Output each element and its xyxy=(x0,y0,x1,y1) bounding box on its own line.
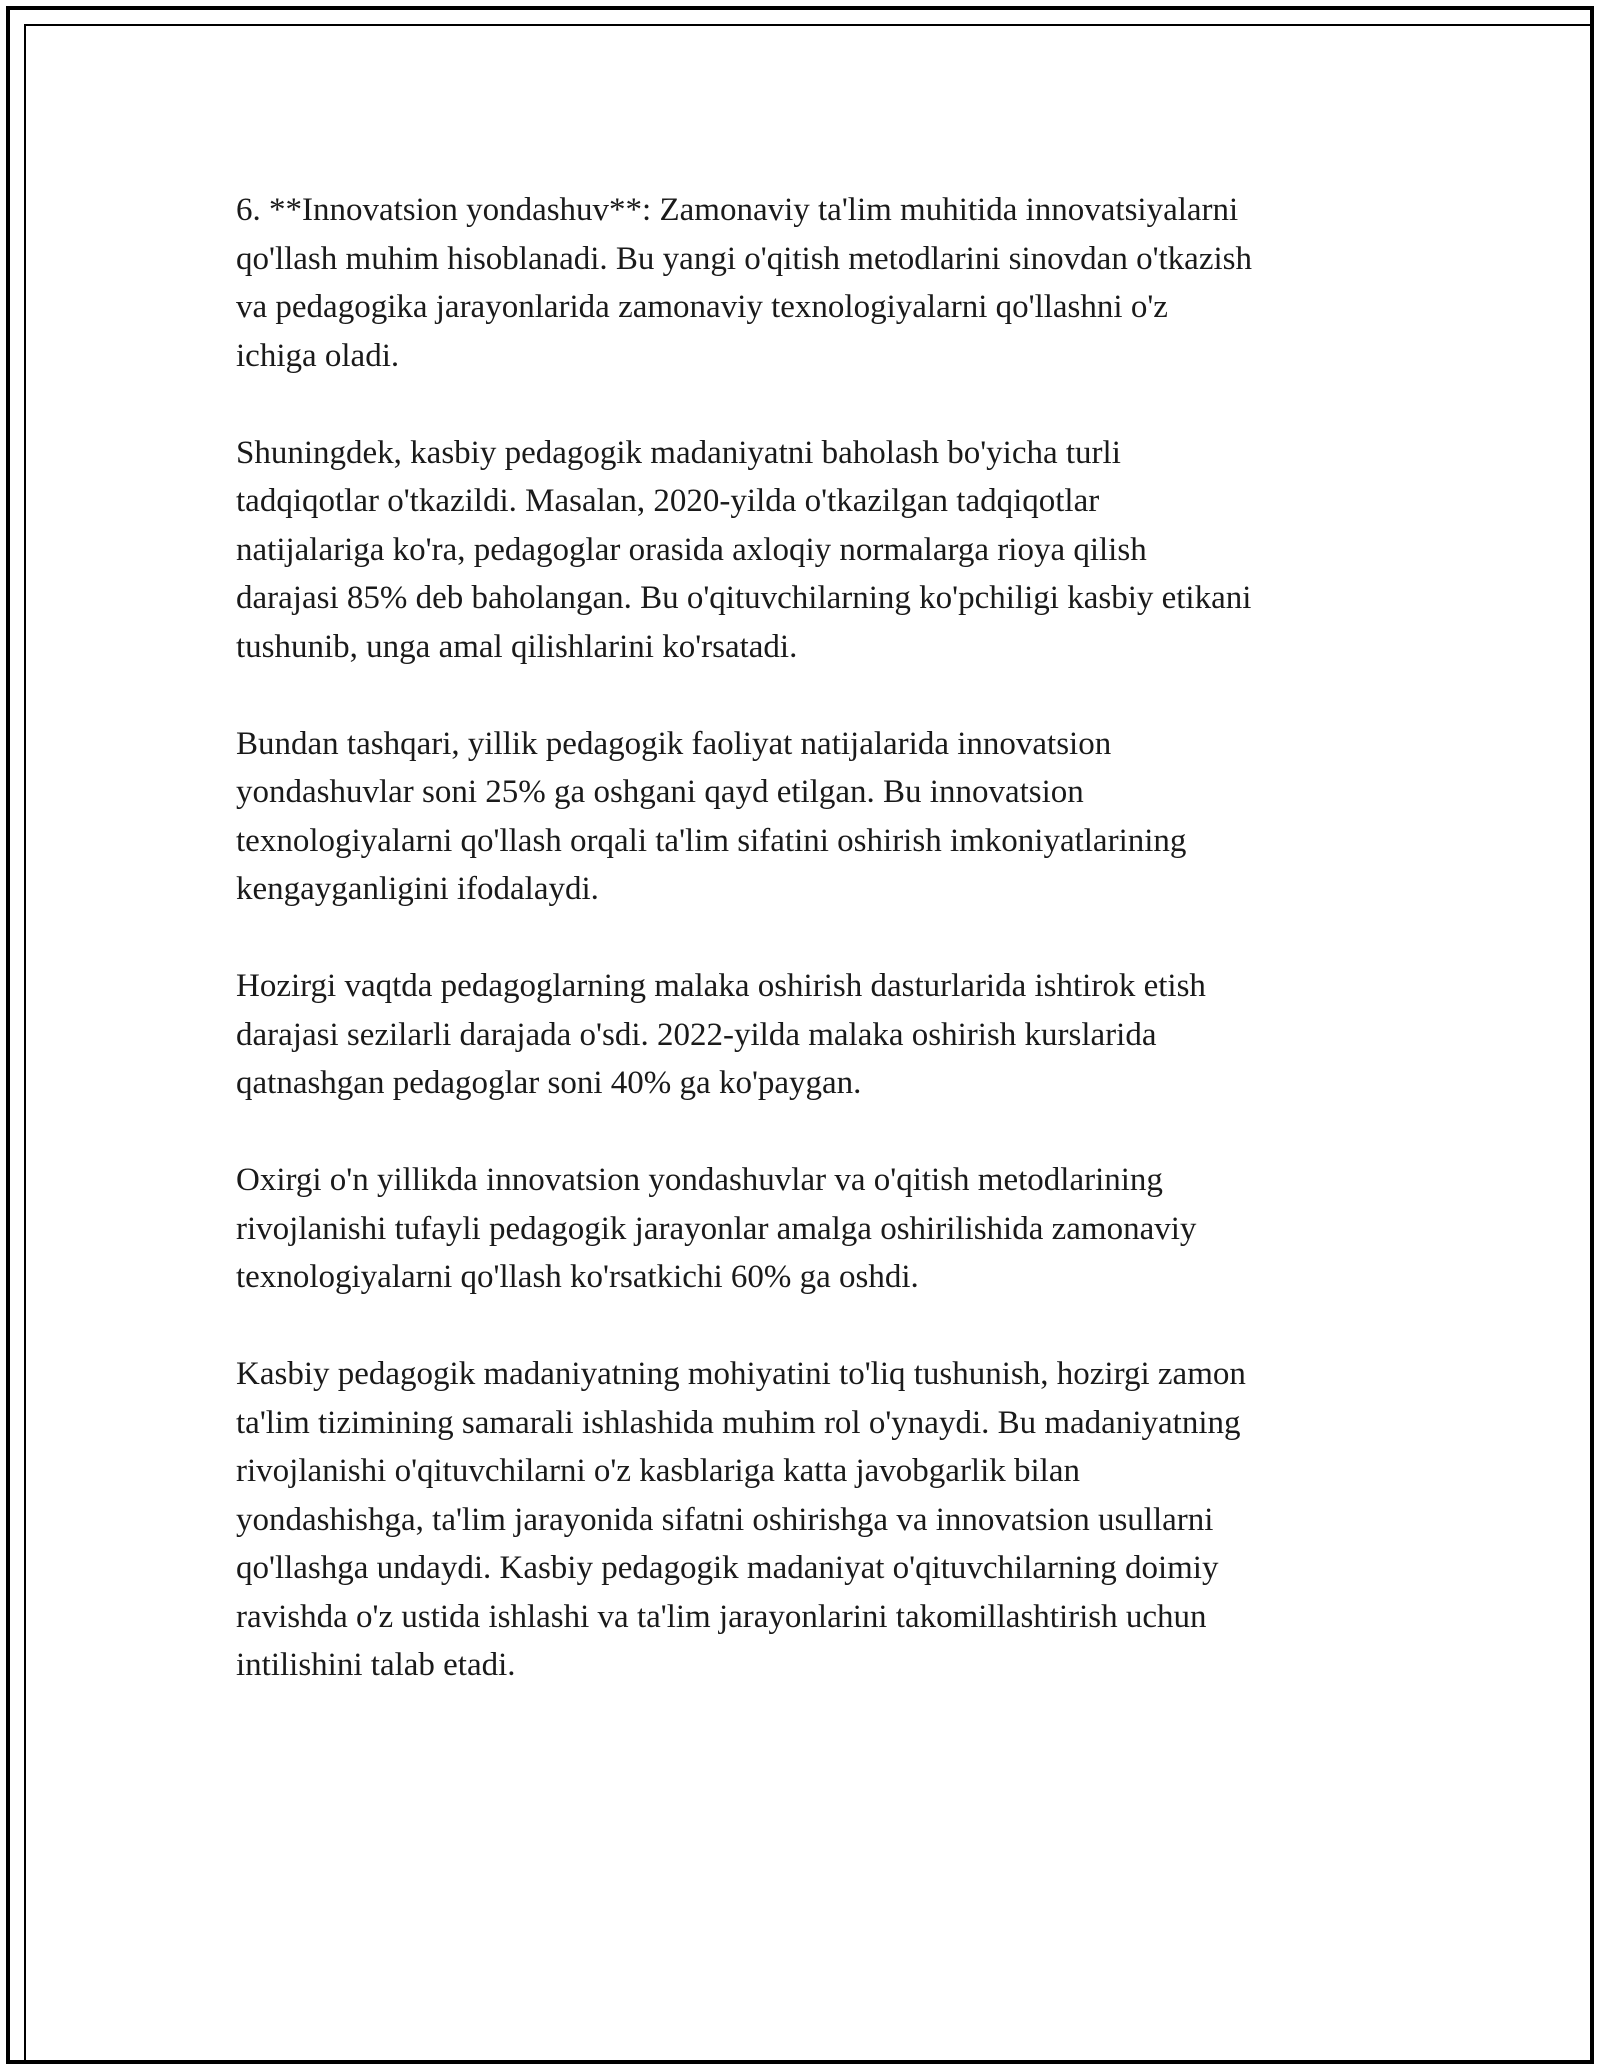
paragraph-conclusion xyxy=(236,1350,1386,1690)
paragraph-last-decade xyxy=(236,1156,1386,1302)
text-line: rivojlanishi o'qituvchilarni o'z kasblariga katta javobgarlik bilan xyxy=(236,1453,1080,1489)
text-line: 6. **Innovatsion yondashuv**: Zamonaviy ta'lim muhitida innovatsiyalarni xyxy=(236,192,1239,228)
document-body xyxy=(236,186,1386,1738)
text-line: natijalariga ko'ra, pedagoglar orasida axloqiy normalarga rioya qilish xyxy=(236,531,1147,568)
text-line: tadqiqotlar o'tkazildi. Masalan, 2020-yilda o'tkazilgan tadqiqotlar xyxy=(236,483,1100,519)
text-line: texnologiyalarni qo'llash orqali ta'lim sifatini oshirish imkoniyatlarining xyxy=(236,822,1187,859)
text-line: kengayganligini ifodalaydi. xyxy=(236,871,599,907)
text-line: qo'llash muhim hisoblanadi. Bu yangi o'qitish metodlarini sinovdan o'tkazish xyxy=(236,240,1252,277)
text-line: rivojlanishi tufayli pedagogik jarayonlar amalga oshirilishida zamonaviy xyxy=(236,1210,1197,1247)
text-line: ravishda o'z ustida ishlashi va ta'lim jarayonlarini takomillashtirish uchun xyxy=(236,1598,1207,1635)
text-line: Bundan tashqari, yillik pedagogik faoliyat natijalarida innovatsion xyxy=(236,725,1112,762)
text-line: tushunib, unga amal qilishlarini ko'rsatadi. xyxy=(236,628,798,665)
paragraph-assessment-research xyxy=(236,429,1386,672)
text-line: yondashuvlar soni 25% ga oshgani qayd etilgan. Bu innovatsion xyxy=(236,774,1084,810)
text-line: texnologiyalarni qo'llash ko'rsatkichi 60% ga oshdi. xyxy=(236,1259,919,1295)
paragraph-qualification-programs xyxy=(236,962,1386,1108)
paragraph-innovative-approach xyxy=(236,186,1386,380)
text-line: va pedagogika jarayonlarida zamonaviy texnologiyalarni qo'llashni o'z xyxy=(236,289,1168,325)
text-line: intilishini talab etadi. xyxy=(236,1647,516,1683)
text-line: Oxirgi o'n yillikda innovatsion yondashuvlar va o'qitish metodlarining xyxy=(236,1162,1163,1198)
text-line: Hozirgi vaqtda pedagoglarning malaka oshirish dasturlarida ishtirok etish xyxy=(236,968,1206,1004)
text-line: qo'llashga undaydi. Kasbiy pedagogik madaniyat o'qituvchilarning doimiy xyxy=(236,1550,1219,1586)
text-line: darajasi sezilarli darajada o'sdi. 2022-yilda malaka oshirish kurslarida xyxy=(236,1016,1157,1053)
text-line: yondashishga, ta'lim jarayonida sifatni oshirishga va innovatsion usullarni xyxy=(236,1501,1214,1538)
text-line: Kasbiy pedagogik madaniyatning mohiyatini to'liq tushunish, hozirgi zamon xyxy=(236,1356,1246,1392)
text-line: ichiga oladi. xyxy=(236,337,400,374)
text-line: darajasi 85% deb baholangan. Bu o'qituvchilarning ko'pchiligi kasbiy etikani xyxy=(236,580,1252,616)
text-line: qatnashgan pedagoglar soni 40% ga ko'paygan. xyxy=(236,1065,862,1101)
text-line: Shuningdek, kasbiy pedagogik madaniyatni baholash bo'yicha turli xyxy=(236,434,1121,471)
paragraph-annual-results xyxy=(236,720,1386,914)
text-line: ta'lim tizimining samarali ishlashida muhim rol o'ynaydi. Bu madaniyatning xyxy=(236,1404,1241,1441)
